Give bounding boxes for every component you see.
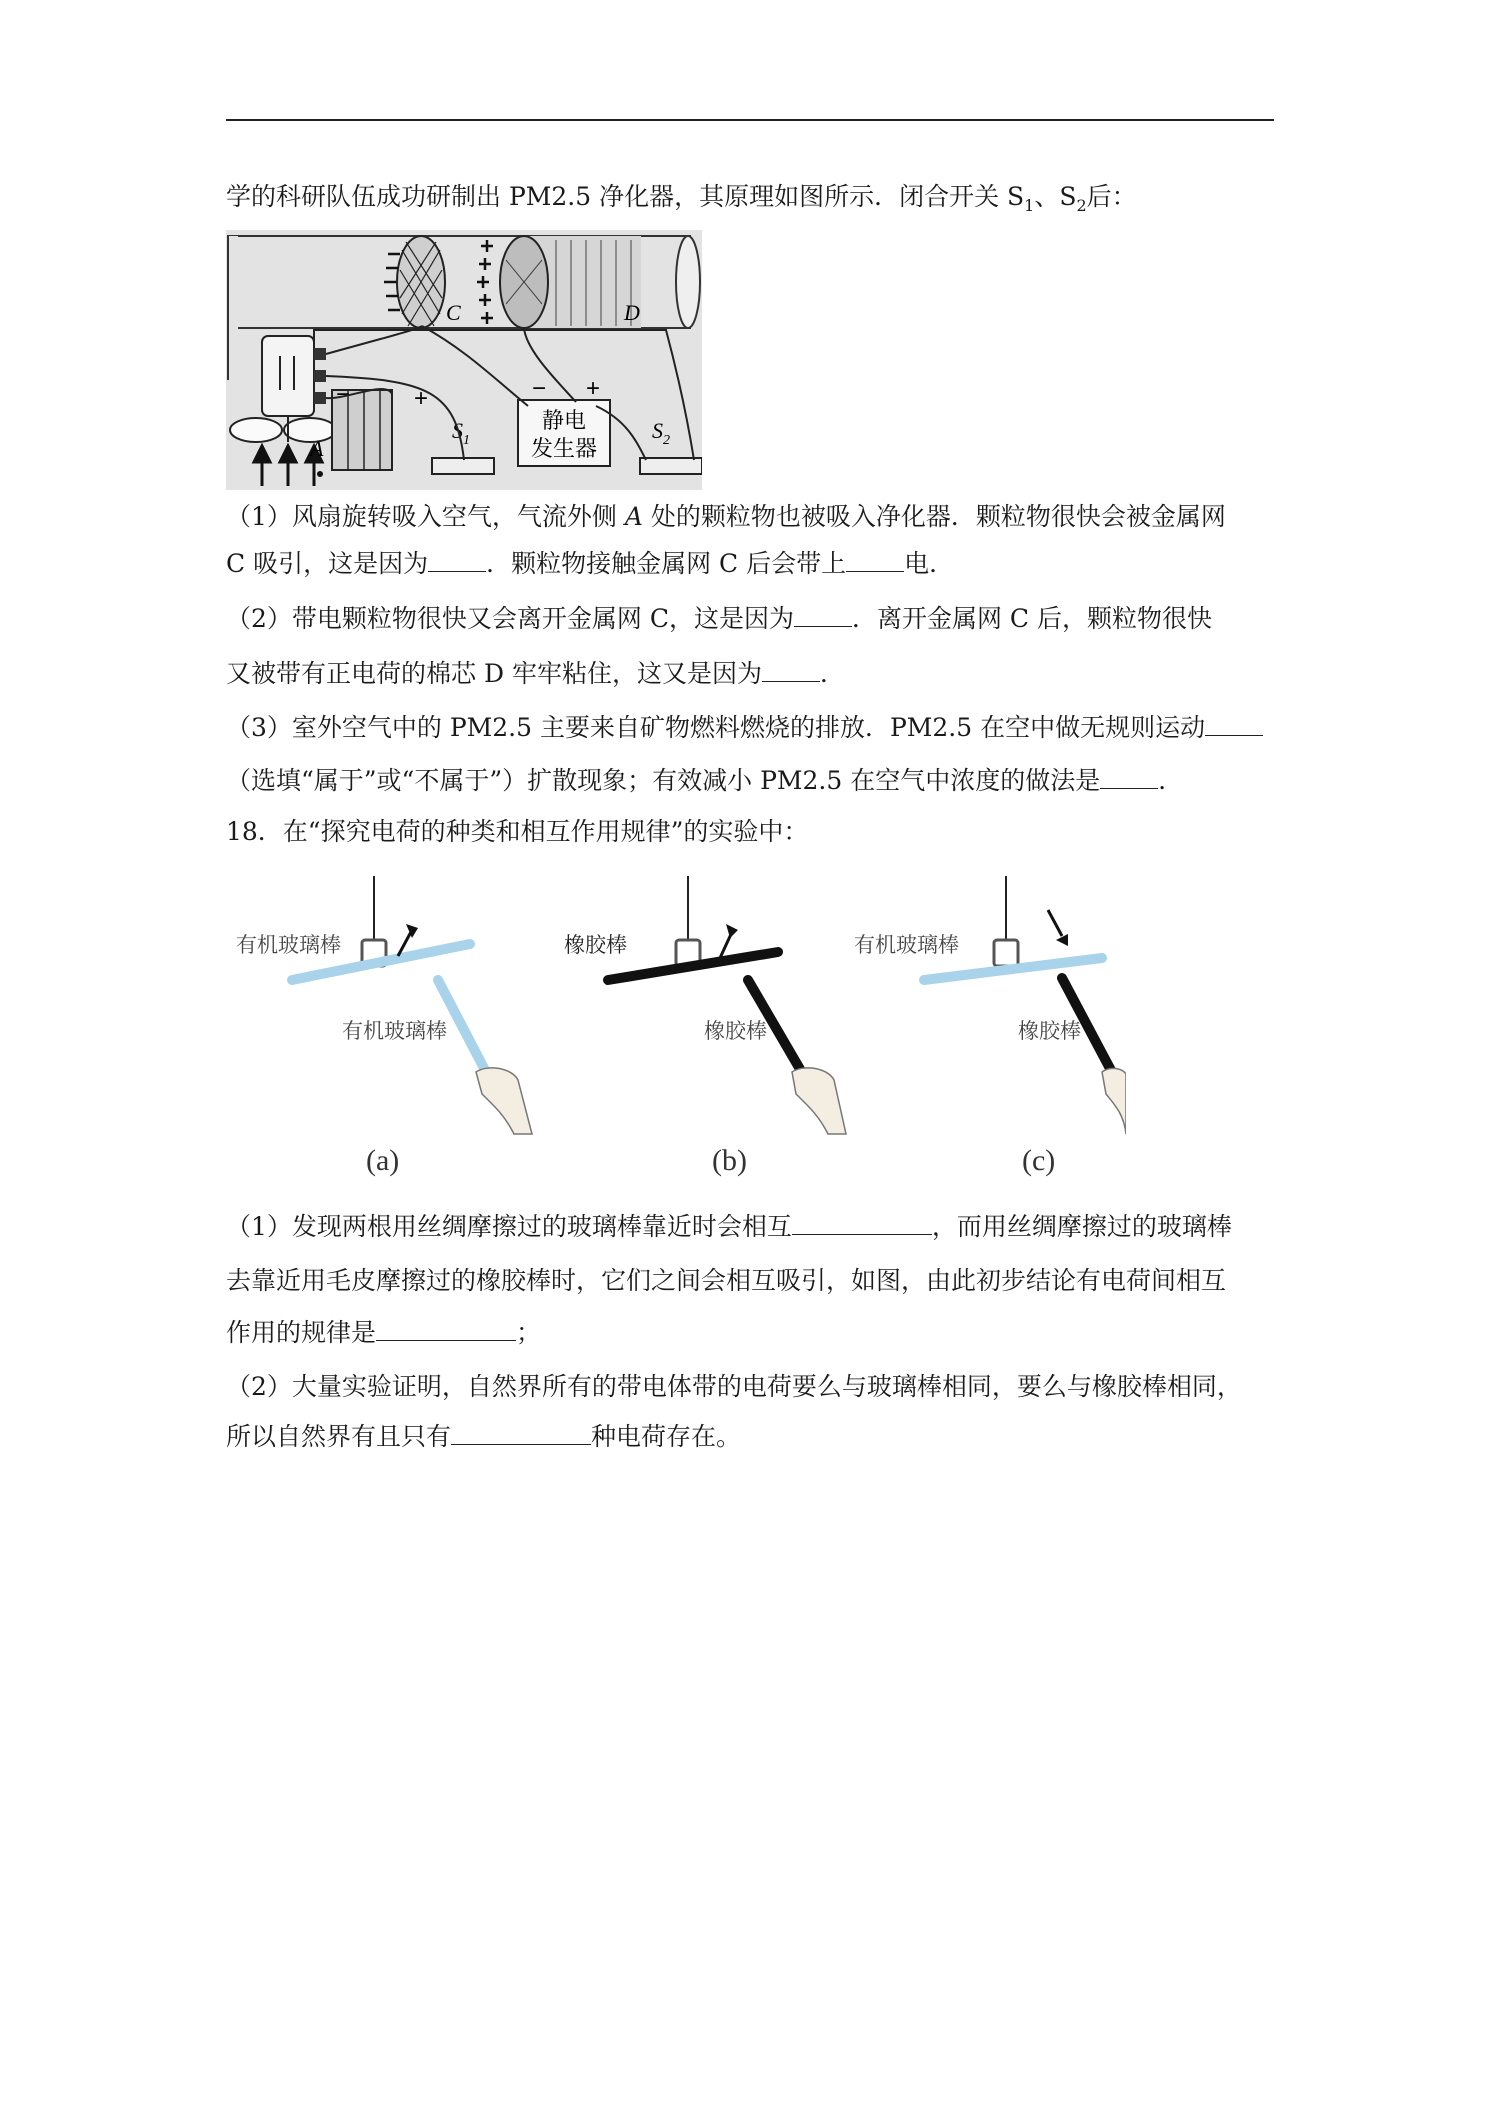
panel-b — [564, 876, 846, 1177]
q18-title: 18．在“探究电荷的种类和相互作用规律”的实验中： — [226, 817, 809, 846]
intro-text-3: 后： — [1086, 182, 1137, 211]
hanging-glass-rod — [924, 958, 1102, 980]
answer-blank[interactable] — [376, 1316, 516, 1341]
caption-b: (b) — [712, 1144, 747, 1177]
label-hanging-rod-c: 有机玻璃棒 — [854, 933, 959, 957]
q2-text-4: ． — [819, 659, 845, 688]
q18-2-text-1: 所以自然界有且只有 — [226, 1422, 452, 1451]
label-s1: $S_1$ — [452, 418, 470, 448]
q1-text-3: C 吸引，这是因为 — [226, 549, 429, 578]
intro-line — [226, 180, 1137, 223]
q1-text-5: 电． — [904, 549, 955, 578]
label-s2: $S_2$ — [652, 418, 670, 448]
s1-subscript: 1 — [1024, 196, 1035, 215]
q1-line-2 — [226, 547, 954, 581]
q18-1-text-2: ，而用丝绸摩擦过的玻璃棒 — [931, 1212, 1232, 1241]
q18-1-line-1 — [226, 1210, 1232, 1244]
answer-blank[interactable] — [428, 547, 486, 572]
battery-minus: − — [336, 381, 351, 408]
hanging-rubber-rod — [608, 952, 778, 980]
q18-1-text-1: （1）发现两根用丝绸摩擦过的玻璃棒靠近时会相互 — [226, 1212, 792, 1241]
label-handheld-rod-b: 橡胶棒 — [704, 1019, 767, 1043]
hand — [792, 1068, 846, 1134]
label-handheld-rod-a: 有机玻璃棒 — [342, 1019, 447, 1043]
battery-plus: + — [414, 385, 429, 412]
q1-line-1 — [226, 500, 1226, 534]
fan-motor — [262, 336, 314, 416]
q3-line-2 — [226, 764, 1183, 798]
q18-1-text-4: ； — [516, 1318, 542, 1347]
intro-text-2: 、S — [1034, 182, 1077, 211]
answer-blank[interactable] — [794, 602, 852, 627]
q18-2-line-1: （2）大量实验证明，自然界所有的带电体带的电荷要么与玻璃棒相同，要么与橡胶棒相同， — [226, 1372, 1242, 1401]
fan-blade — [230, 418, 282, 442]
answer-blank[interactable] — [1205, 711, 1263, 736]
generator-minus: − — [532, 375, 547, 402]
s2-subscript: 2 — [1076, 196, 1087, 215]
q3-text-2: （选填“属于”或“不属于”）扩散现象；有效减小 PM2.5 在空气中浓度的做法是 — [226, 766, 1101, 795]
caption-c: (c) — [1022, 1144, 1056, 1177]
q3-line-1 — [226, 711, 1263, 745]
q18-2-line-2 — [226, 1420, 741, 1454]
answer-blank[interactable] — [792, 1210, 932, 1235]
label-c: C — [446, 300, 461, 325]
label-hanging-rod-b: 橡胶棒 — [564, 933, 627, 957]
switch-s1 — [432, 458, 494, 474]
generator-label-1: 静电 — [541, 409, 587, 434]
switch-s2 — [640, 458, 702, 474]
header-rule — [226, 119, 1274, 121]
q18-1-text-3: 作用的规律是 — [226, 1318, 377, 1347]
panel-c — [854, 876, 1126, 1177]
q18-2-text-2: 种电荷存在。 — [591, 1422, 742, 1451]
purifier-diagram — [226, 230, 702, 490]
q2-line-1 — [226, 602, 1212, 636]
q1-text-1: （1）风扇旋转吸入空气，气流外侧 — [226, 502, 625, 531]
answer-blank[interactable] — [1100, 764, 1158, 789]
q3-text-3: ． — [1158, 766, 1184, 795]
label-handheld-rod-c: 橡胶棒 — [1018, 1019, 1081, 1043]
q2-text-1: （2）带电颗粒物很快又会离开金属网 C，这是因为 — [226, 604, 794, 633]
hand — [476, 1068, 532, 1134]
answer-blank[interactable] — [846, 547, 904, 572]
q1-text-2: 处的颗粒物也被吸入净化器．颗粒物很快会被金属网 — [642, 502, 1226, 531]
label-a: A — [310, 436, 324, 461]
generator-plus: + — [586, 375, 601, 402]
label-hanging-rod-a: 有机玻璃棒 — [236, 933, 341, 957]
charge-experiment-figure — [226, 868, 1126, 1188]
q2-text-2: ．离开金属网 C 后，颗粒物很快 — [851, 604, 1213, 633]
q3-text-1: （3）室外空气中的 PM2.5 主要来自矿物燃料燃烧的排放．PM2.5 在空中做无规则运动 — [226, 713, 1206, 742]
q2-line-2 — [226, 657, 845, 691]
answer-blank[interactable] — [451, 1420, 591, 1445]
q18-1-line-3 — [226, 1316, 541, 1350]
panel-a — [236, 876, 532, 1177]
hand — [1102, 1068, 1126, 1134]
q1-text-4: ．颗粒物接触金属网 C 后会带上 — [486, 549, 847, 578]
label-d: D — [624, 300, 640, 325]
answer-blank[interactable] — [762, 657, 820, 682]
q18-1-line-2: 去靠近用毛皮摩擦过的橡胶棒时，它们之间会相互吸引，如图，由此初步结论有电荷间相互 — [226, 1266, 1227, 1295]
q2-text-3: 又被带有正电荷的棉芯 D 牢牢粘住，这又是因为 — [226, 659, 762, 688]
intro-text-1: 学的科研队伍成功研制出 PM2.5 净化器，其原理如图所示．闭合开关 S — [226, 182, 1025, 211]
caption-a: (a) — [366, 1144, 400, 1177]
generator-label-2: 发生器 — [530, 437, 598, 462]
q1-italic-a: A — [624, 502, 643, 531]
